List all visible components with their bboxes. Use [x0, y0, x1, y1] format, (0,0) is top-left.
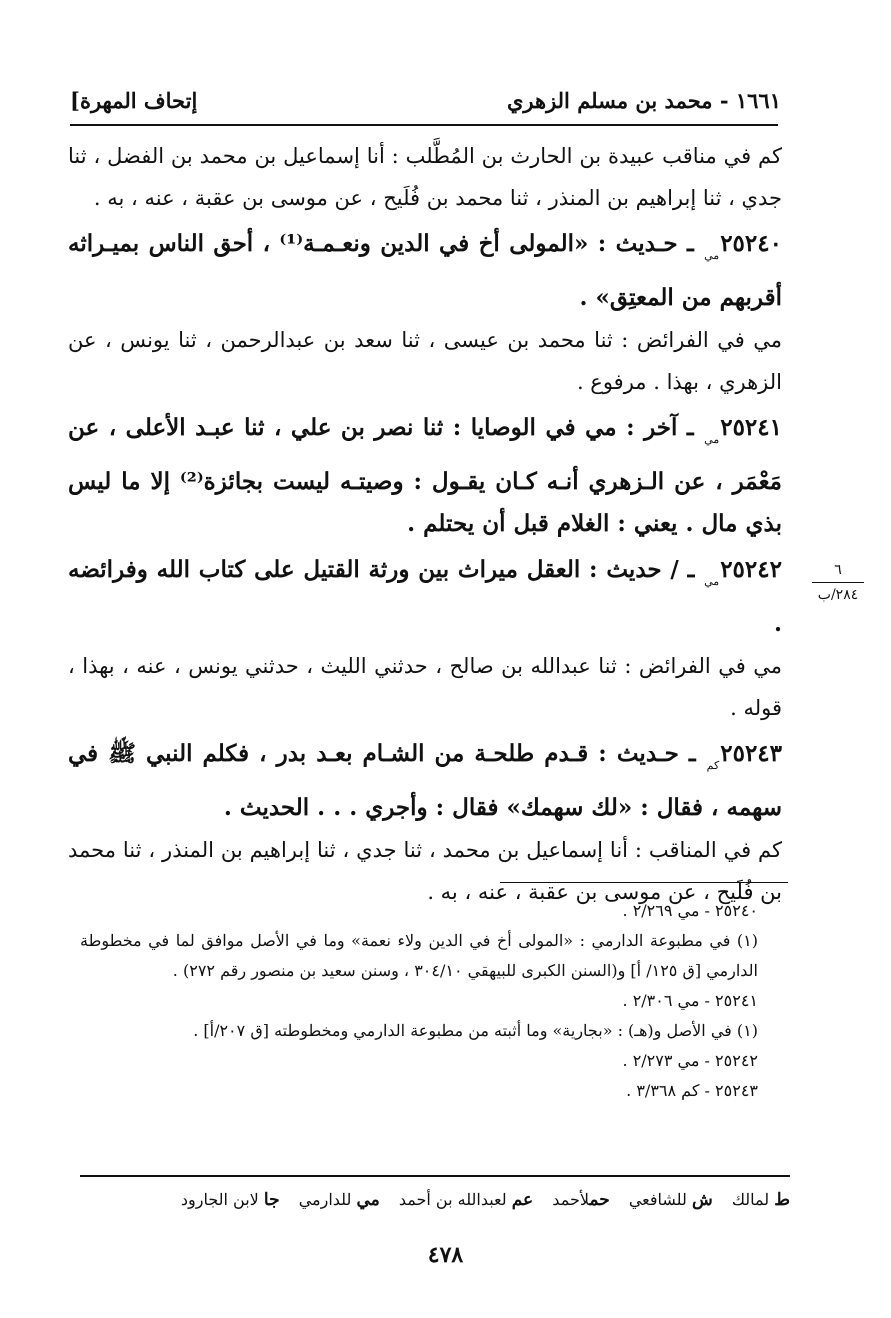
hadith-source-siglum: كم	[706, 759, 720, 772]
hadith-source-siglum: مي	[704, 575, 720, 588]
footnote-ref-25240: ٢٥٢٤٠ - مي ٢/٢٦٩ .	[622, 901, 758, 920]
hadith-text: ـ حـديث : «المولى أخ في الدين ونعـمـة⁽¹⁾ ، أحق الناس بميـراثه أقربهم من المعتِق» .	[68, 230, 782, 311]
footnotes	[80, 896, 786, 1106]
siglum-item	[552, 1190, 609, 1209]
hadith-source-siglum: مي	[704, 433, 720, 446]
hadith-number: ٢٥٢٤١	[720, 414, 782, 441]
siglum-name: للشافعي	[628, 1190, 687, 1209]
siglum-code: ط	[774, 1190, 790, 1210]
paragraph-4: كم في المناقب : أنا إسماعيل بن محمد ، ثنا جدي ، ثنا إبراهيم بن المنذر ، ثنا محمد بن فُلَيح ، عن موسى بن عقبة ، عنه ، به .	[68, 838, 782, 904]
siglum-name: لأحمد	[552, 1190, 590, 1209]
main-text	[68, 135, 782, 913]
footnote-ref-25241: ٢٥٢٤١ - مي ٢/٣٠٦ .	[622, 991, 758, 1010]
hadith-25242	[68, 549, 782, 645]
siglum-code: جا	[263, 1190, 280, 1210]
hadith-number: ٢٥٢٤٣	[720, 740, 783, 767]
siglum-code: ش	[691, 1190, 713, 1210]
siglum-code: مي	[356, 1190, 380, 1210]
sigla-rule	[80, 1175, 790, 1177]
siglum-code: عم	[511, 1190, 534, 1210]
hadith-number: ٢٥٢٤٠	[720, 230, 782, 257]
folio-bottom: ٢٨٤/ب	[817, 587, 859, 603]
page-number: ٤٧٨	[427, 1242, 464, 1268]
hadith-number: ٢٥٢٤٢	[720, 556, 782, 583]
paragraph-1: كم في مناقب عبيدة بن الحارث بن المُطَّلب : أنا إسماعيل بن محمد بن الفضل ، ثنا جدي ، ثنا إبراهيم بن المنذر ، ثنا محمد بن فُلَيح ، عن موسى بن عقبة ، عنه ، به .	[68, 144, 782, 210]
header-rule	[70, 124, 778, 126]
hadith-25243	[68, 733, 782, 829]
siglum-item	[732, 1190, 790, 1209]
siglum-item	[399, 1190, 533, 1209]
siglum-name: لابن الجارود	[180, 1190, 259, 1209]
siglum-item	[629, 1190, 713, 1209]
folio-divider	[812, 582, 864, 583]
siglum-name: للدارمي	[298, 1190, 352, 1209]
hadith-25240	[68, 223, 782, 319]
siglum-name: لعبدالله بن أحمد	[398, 1190, 507, 1209]
siglum-item	[299, 1190, 380, 1209]
siglum-code: حم	[589, 1190, 610, 1210]
siglum-item	[181, 1190, 280, 1209]
footnote-ref-25242: ٢٥٢٤٢ - مي ٢/٢٧٣ .	[622, 1051, 758, 1070]
manuscript-folio-marker	[808, 560, 868, 605]
footnote-separator	[500, 882, 788, 883]
header-chapter-title: ١٦٦١ - محمد بن مسلم الزهري	[506, 88, 781, 113]
hadith-text: ـ آخر : مي في الوصايا : ثنا نصر بن علي ، ثنا عبـد الأعلى ، عن مَعْمَر ، عن الـزهري أنـه كـان يقـول : وصيتـه ليست بجائزة⁽²⁾ إلا ما ليس بذي مال . يعني : الغلام قبل أن يحتلم .	[68, 414, 782, 537]
siglum-name: لمالك	[731, 1190, 770, 1209]
paragraph-2: مي في الفرائض : ثنا محمد بن عيسى ، ثنا سعد بن عبدالرحمن ، ثنا يونس ، عن الزهري ، بهذا . مرفوع .	[68, 328, 782, 394]
footnote-1: (١) في مطبوعة الدارمي : «المولى أخ في الدين ولاء نعمة» وما في الأصل موافق لما في مخطوطة الدارمي [ق ١٢٥/ أ] و(السنن الكبرى للبيهقي ٣٠٤/١٠ ، وسنن سعيد بن منصور رقم ٢٧٢) .	[80, 931, 758, 980]
paragraph-3: مي في الفرائض : ثنا عبدالله بن صالح ، حدثني الليث ، حدثني يونس ، عنه ، بهذا ، قوله .	[68, 654, 782, 720]
hadith-text: ـ حـديث : قـدم طلحـة من الشـام بعـد بدر ، فكلم النبي ﷺ في سهمه ، فقال : «لك سهمك» فقال : وأجري . . . الحديث .	[68, 740, 782, 821]
header-book-title: [إتحاف المهرة	[70, 88, 198, 113]
footnote-ref-25243: ٢٥٢٤٣ - كم ٣/٣٦٨ .	[626, 1081, 758, 1100]
sigla-legend	[80, 1186, 790, 1214]
footnote-2: (١) في الأصل و(هـ) : «بجارية» وما أثبته من مطبوعة الدارمي ومخطوطته [ق ٢٠٧/أ] .	[193, 1021, 758, 1040]
hadith-source-siglum: مي	[704, 249, 720, 262]
hadith-text: ـ / حديث : العقل ميراث بين ورثة القتيل على كتاب الله وفرائضه .	[68, 556, 782, 637]
hadith-25241	[68, 407, 782, 545]
folio-top: ٦	[834, 562, 842, 578]
